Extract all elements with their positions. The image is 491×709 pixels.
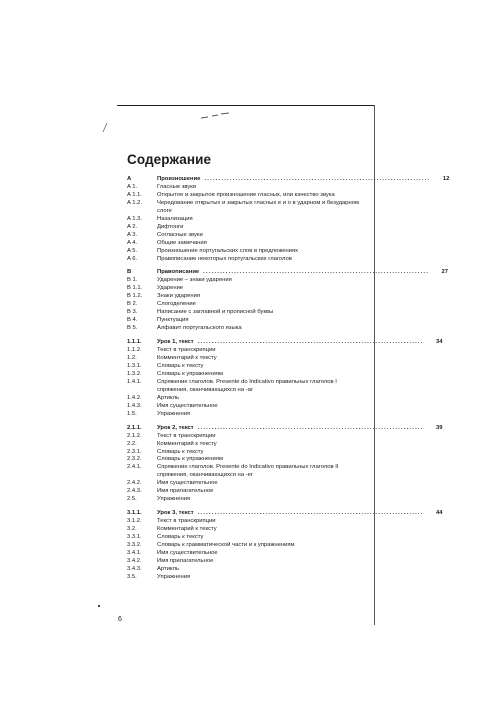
toc-page-number: 39 — [436, 424, 443, 431]
toc-entry-title: Открытое и закрытое произношение гласных, или качество звука — [157, 191, 335, 198]
toc-entry-title: Комментарий к тексту — [157, 526, 217, 533]
toc-entry-number: 1.2. — [127, 355, 137, 362]
toc-entry-title: Словарь к тексту — [157, 362, 204, 369]
toc-entry-number: 3.2. — [127, 526, 137, 533]
toc-entry-number: 2.4.1. — [127, 464, 142, 471]
toc-entry-title: Спряжение глаголов. Presente do Indicativo правильных глаголов I спряжения, оканчивающихся на -ar — [157, 378, 337, 393]
toc-entry-number: A 2. — [127, 223, 138, 230]
toc-entry[interactable] — [127, 184, 385, 192]
toc-entry-number: 3.4.2. — [127, 557, 142, 564]
toc-entry-number: 2.5. — [127, 496, 137, 503]
toc-entry[interactable] — [127, 293, 385, 301]
toc-entry[interactable] — [127, 240, 385, 248]
toc-entry-number: 1.3.1. — [127, 362, 142, 369]
toc-entry-number: 3.4.3. — [127, 565, 142, 572]
toc-section-number: 2.1.1. — [127, 424, 142, 431]
toc-entry-title: Слогоделение — [157, 301, 196, 308]
toc-entry-title: Текст в транскрипции — [157, 347, 216, 354]
toc-entry-title: Имя прилагательное — [157, 488, 214, 495]
toc-section-heading[interactable] — [127, 176, 450, 184]
toc-section-heading[interactable] — [127, 339, 443, 347]
toc-section-heading[interactable] — [127, 510, 443, 518]
toc-entry[interactable] — [127, 433, 385, 441]
toc-page-number: 12 — [442, 176, 450, 182]
toc-entry-number: 1.4.1. — [127, 378, 142, 385]
toc-entry[interactable] — [127, 256, 385, 264]
toc-page-number: 44 — [436, 510, 443, 517]
top-rule — [117, 105, 375, 106]
toc-section-number: B — [127, 269, 132, 276]
toc-entry[interactable] — [127, 464, 385, 480]
toc-entry-number: 3.3.2. — [127, 541, 142, 548]
toc-entry-number: 2.4.3. — [127, 488, 142, 495]
toc-entry-title: Пунктуация — [157, 317, 189, 324]
toc-entry[interactable] — [127, 449, 385, 457]
toc-entry-title: Ударение — [157, 285, 184, 292]
toc-entry[interactable] — [127, 534, 385, 542]
toc-entry[interactable] — [127, 558, 385, 566]
toc-entry-title: Упражнения — [157, 496, 191, 503]
toc-entry[interactable] — [127, 379, 385, 395]
toc-entry-number: B 3. — [127, 309, 138, 316]
toc-section-number: 1.1.1. — [127, 339, 142, 346]
toc-entry-title: Имя существительное — [157, 480, 218, 487]
toc-section-title: Урок 2, текст — [157, 424, 194, 431]
toc-entry-title: Правописание некоторых португальских глаголов — [157, 255, 292, 262]
toc-entry-title: Написание с заглавной и прописной буквы — [157, 309, 274, 316]
margin-dot — [98, 605, 100, 607]
toc-entry[interactable] — [127, 542, 385, 550]
toc-entry-title: Чередование открытых и закрытых гласных e и o в ударном и безударном слоге — [157, 199, 360, 214]
dot-leader: ................................................................................ — [197, 510, 424, 517]
margin-tick-mark — [102, 123, 108, 132]
toc-entry[interactable] — [127, 371, 385, 379]
toc-entry-number: 2.1.2. — [127, 432, 142, 439]
toc-entry-title: Комментарий к тексту — [157, 440, 217, 447]
toc-entry-title: Имя существительное — [157, 402, 218, 409]
toc-entry-title: Ударение – знаки ударения — [157, 277, 232, 284]
toc-entry-number: 2.4.2. — [127, 480, 142, 487]
toc-entry-number: 3.1.2. — [127, 518, 142, 525]
toc-entry[interactable] — [127, 574, 385, 582]
toc-section — [127, 424, 443, 505]
page-number: 6 — [118, 616, 122, 623]
toc-entry-number: 3.3.1. — [127, 534, 142, 541]
page-title: Содержание — [127, 152, 212, 167]
scribble-mark — [200, 112, 230, 120]
toc-entry[interactable] — [127, 403, 385, 411]
toc-entry-number: B 1.1. — [127, 285, 143, 292]
toc-entry-title: Текст в транскрипции — [157, 432, 216, 439]
toc-entry[interactable] — [127, 395, 385, 403]
toc-entry-number: 1.4.2. — [127, 394, 142, 401]
toc-entry[interactable] — [127, 347, 385, 355]
toc-entry-title: Гласные звуки — [157, 183, 197, 190]
toc-entry-number: A 1.3. — [127, 215, 142, 222]
toc-entry-number: 1.5. — [127, 410, 137, 417]
toc-entry-title: Согласные звуки — [157, 231, 203, 238]
toc-entry-number: B 2. — [127, 301, 138, 308]
toc-section-title-wrap — [157, 510, 431, 518]
table-of-contents — [127, 176, 450, 588]
toc-entry-title: Словарь к упражнениям — [157, 456, 223, 463]
toc-entry[interactable] — [127, 550, 385, 558]
toc-entry[interactable] — [127, 518, 385, 526]
toc-entry-title: Словарь к упражнениям — [157, 370, 223, 377]
toc-entry[interactable] — [127, 566, 385, 574]
toc-entry-number: B 1. — [127, 277, 138, 284]
toc-entry-title: Назализация — [157, 215, 193, 222]
toc-section-heading[interactable] — [127, 269, 449, 277]
toc-section — [127, 269, 449, 333]
toc-entry-number: 2.2. — [127, 440, 137, 447]
toc-section-title-wrap — [157, 339, 431, 347]
toc-section-title: Урок 1, текст — [157, 339, 194, 346]
toc-entry-title: Словарь к тексту — [157, 534, 204, 541]
toc-entry-number: B 4. — [127, 317, 138, 324]
toc-entry-number: 2.3.1. — [127, 448, 142, 455]
toc-section — [127, 510, 443, 582]
toc-entry-title: Спряжение глаголов. Presente do Indicativo правильных глаголов II спряжения, оканчивающихся на -er — [157, 464, 339, 479]
toc-entry[interactable] — [127, 363, 385, 371]
toc-entry-title: Артикль — [157, 394, 180, 401]
dot-leader: ................................................................................ — [197, 424, 424, 431]
dot-leader: ................................................................................ — [197, 339, 424, 346]
toc-entry-number: B 1.2. — [127, 293, 143, 300]
toc-entry-title: Упражнения — [157, 410, 191, 417]
toc-entry[interactable] — [127, 355, 385, 363]
toc-entry-title: Знаки ударения — [157, 293, 200, 300]
toc-entry[interactable] — [127, 480, 385, 488]
toc-entry[interactable] — [127, 456, 385, 464]
toc-entry-title: Словарь к тексту — [157, 448, 204, 455]
toc-entry[interactable] — [127, 277, 385, 285]
toc-entry-number: 3.5. — [127, 573, 137, 580]
toc-page-number: 27 — [441, 269, 449, 276]
toc-entry-number: 3.4.1. — [127, 549, 142, 556]
toc-entry-title: Артикль — [157, 565, 180, 572]
toc-section-number: A — [127, 176, 132, 182]
toc-entry-title: Комментарий к тексту — [157, 355, 217, 362]
toc-entry-title: Произношение португальских слов в предложениях — [157, 247, 299, 254]
toc-entry-title: Упражнения — [157, 573, 191, 580]
toc-section-title-wrap — [157, 269, 436, 277]
toc-entry[interactable] — [127, 496, 385, 504]
toc-entry-title: Алфавит португальского языка — [157, 325, 242, 332]
toc-entry[interactable] — [127, 441, 385, 449]
toc-entry-title: Имя существительное — [157, 549, 218, 556]
toc-entry[interactable] — [127, 192, 385, 200]
toc-section — [127, 339, 443, 419]
toc-section-heading[interactable] — [127, 424, 443, 433]
toc-entry-number: 2.3.2. — [127, 456, 142, 463]
toc-section-title: Урок 3, текст — [157, 510, 194, 517]
toc-entry[interactable] — [127, 224, 385, 232]
toc-entry-number: 1.4.3. — [127, 402, 142, 409]
dot-leader: ................................................................................ — [203, 269, 430, 276]
toc-entry-number: A 1.1. — [127, 191, 142, 198]
toc-entry[interactable] — [127, 526, 385, 534]
toc-entry-number: 1.1.2. — [127, 347, 142, 354]
toc-section-title-wrap — [157, 425, 431, 433]
toc-entry-title: Дифтонги — [157, 223, 184, 230]
toc-entry[interactable] — [127, 200, 385, 216]
toc-entry[interactable] — [127, 216, 385, 224]
toc-entry-title: Словарь к грамматической части и к упражнениям — [157, 541, 295, 548]
toc-entry[interactable] — [127, 232, 385, 240]
toc-entry-title: Общие замечания — [157, 239, 207, 246]
toc-entry[interactable] — [127, 309, 385, 317]
toc-entry-number: A 1. — [127, 183, 138, 190]
toc-section-title: Произношение — [157, 176, 201, 182]
toc-entry[interactable] — [127, 248, 385, 256]
toc-section-number: 3.1.1. — [127, 510, 142, 517]
dot-leader: ................................................................................ — [204, 176, 431, 182]
toc-entry-number: A 1.2. — [127, 199, 142, 206]
toc-entry[interactable] — [127, 411, 385, 419]
toc-entry-title: Текст в транскрипции — [157, 518, 216, 525]
toc-entry-number: 1.3.2. — [127, 370, 142, 377]
toc-entry-title: Имя прилагательное — [157, 557, 214, 564]
toc-entry-number: A 4. — [127, 239, 138, 246]
toc-page-number: 34 — [436, 339, 443, 346]
toc-entry-number: A 5. — [127, 247, 138, 254]
toc-entry[interactable] — [127, 325, 385, 333]
toc-entry[interactable] — [127, 285, 385, 293]
toc-entry-number: A 6. — [127, 255, 138, 262]
toc-section-title: Правописание — [157, 269, 200, 276]
toc-entry[interactable] — [127, 488, 385, 496]
toc-section — [127, 176, 450, 263]
toc-section-title-wrap — [157, 176, 437, 184]
toc-entry[interactable] — [127, 317, 385, 325]
toc-entry-number: A 3. — [127, 231, 138, 238]
toc-entry-number: B 5. — [127, 325, 138, 332]
